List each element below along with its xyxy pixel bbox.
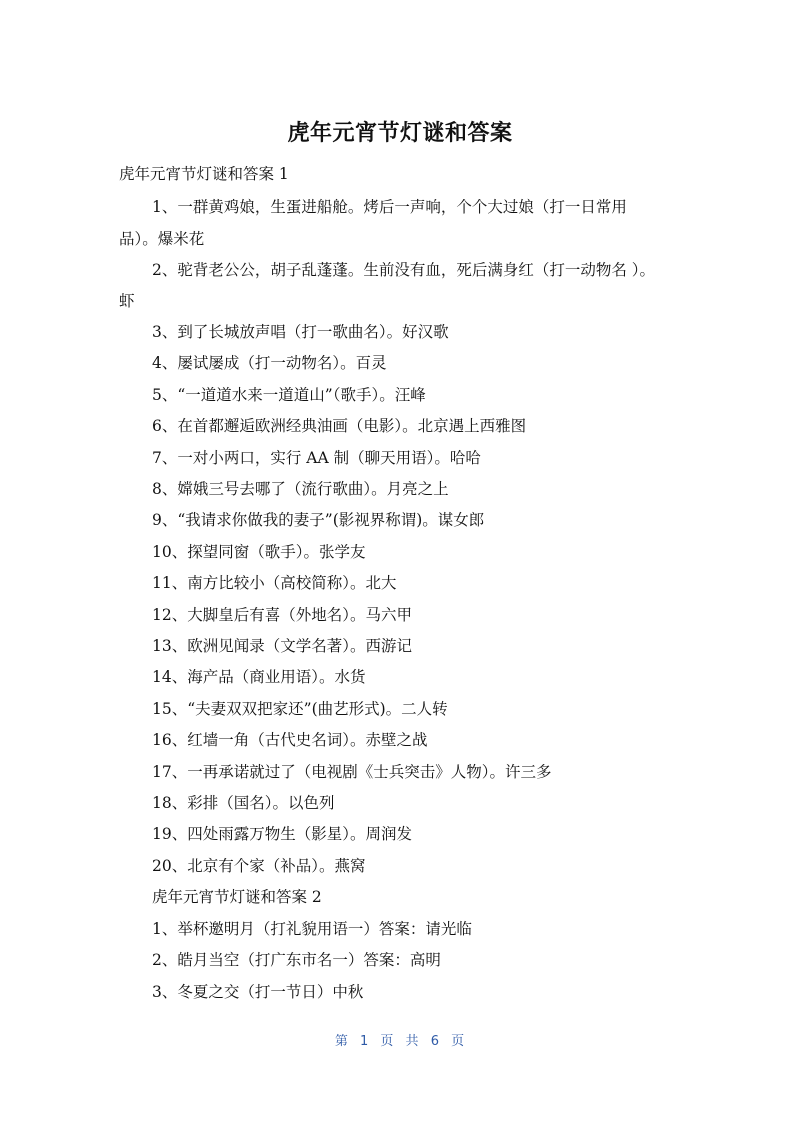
section-heading-1: 虎年元宵节灯谜和答案 1 xyxy=(119,165,289,183)
riddle-item: 20、北京有个家（补品）。燕窝 xyxy=(152,857,366,875)
riddle-item: 5、“一道道水来一道道山”（歌手）。汪峰 xyxy=(152,386,426,404)
riddle-item: 11、南方比较小（高校简称）。北大 xyxy=(152,574,397,592)
riddle-item: 19、四处雨露万物生（影星）。周润发 xyxy=(152,825,412,843)
riddle-item: 15、“夫妻双双把家还”(曲艺形式)。二人转 xyxy=(152,700,448,718)
riddle-item: 1、举杯邀明月（打礼貌用语一）答案：请光临 xyxy=(152,920,472,938)
riddle-item: 6、在首都邂逅欧洲经典油画（电影）。北京遇上西雅图 xyxy=(152,417,527,435)
riddle-item: 14、海产品（商业用语）。水货 xyxy=(152,668,366,686)
riddle-item: 13、欧洲见闻录（文学名著）。西游记 xyxy=(152,637,412,655)
riddle-item: 4、屡试屡成（打一动物名）。百灵 xyxy=(152,354,387,372)
riddle-item-continuation: 虾 xyxy=(119,292,135,310)
riddle-item: 3、到了长城放声唱（打一歌曲名）。好汉歌 xyxy=(152,323,449,341)
riddle-item: 2、皓月当空（打广东市名一）答案：高明 xyxy=(152,951,441,969)
riddle-item-continuation: 品）。爆米花 xyxy=(119,230,205,248)
riddle-item: 17、一再承诺就过了（电视剧《士兵突击》人物）。许三多 xyxy=(152,763,552,781)
riddle-item: 7、一对小两口，实行 AA 制（聊天用语）。哈哈 xyxy=(152,449,481,467)
riddle-item: 3、冬夏之交（打一节日）中秋 xyxy=(152,983,364,1001)
riddle-item: 2、驼背老公公，胡子乱蓬蓬。生前没有血，死后满身红（打一动物名 ）。 xyxy=(152,261,656,279)
riddle-item: 9、“我请求你做我的妻子”(影视界称谓)。谋女郎 xyxy=(152,511,485,529)
document-title: 虎年元宵节灯谜和答案 xyxy=(287,121,513,146)
riddle-item: 12、大脚皇后有喜（外地名）。马六甲 xyxy=(152,606,412,624)
page-number-footer: 第 1 页 共 6 页 xyxy=(334,1034,466,1049)
riddle-item: 16、红墙一角（古代史名词）。赤壁之战 xyxy=(152,731,428,749)
section-heading-2: 虎年元宵节灯谜和答案 2 xyxy=(152,888,322,906)
riddle-item: 1、一群黄鸡娘，生蛋进船舱。烤后一声响，个个大过娘（打一日常用 xyxy=(152,198,627,216)
riddle-item: 8、嫦娥三号去哪了（流行歌曲）。月亮之上 xyxy=(152,480,449,498)
riddle-item: 10、探望同窗（歌手）。张学友 xyxy=(152,543,366,561)
riddle-item: 18、彩排（国名）。以色列 xyxy=(152,794,335,812)
